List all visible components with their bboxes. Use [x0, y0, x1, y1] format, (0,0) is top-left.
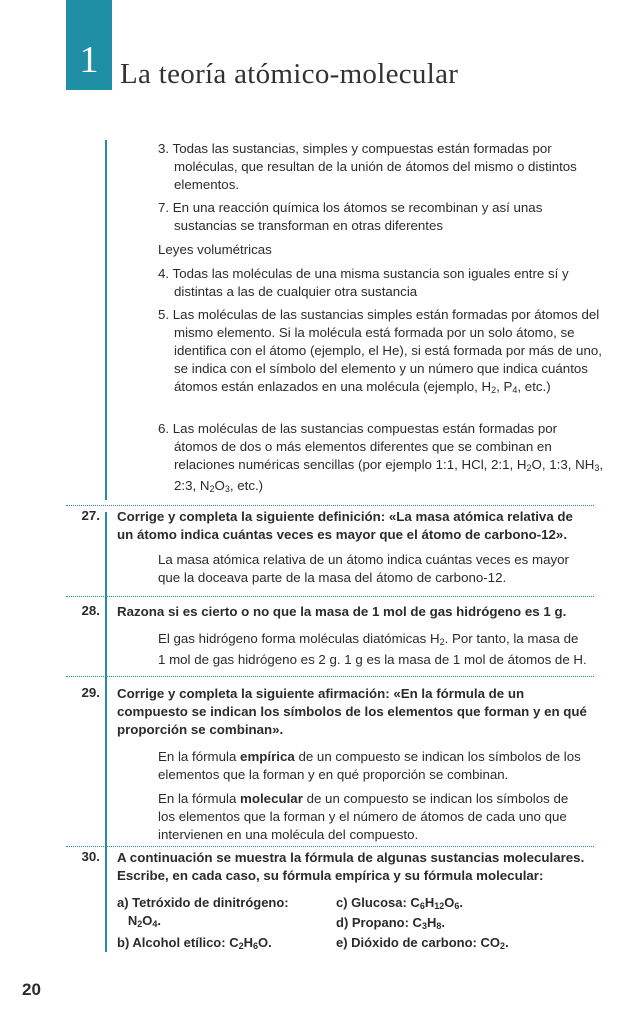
- option-c: c) Glucosa: $C_6H_{12}O_6$.: [336, 895, 463, 911]
- chapter-number-box: [66, 0, 112, 90]
- question-30-number: 30.: [81, 849, 100, 864]
- question-27-text: Corrige y completa la siguiente definición: «La masa atómica relativa de un átomo indica cuántas veces es mayor que el átomo de carbono-12».: [117, 509, 573, 542]
- chapter-number: 1: [79, 39, 99, 81]
- divider-28: [66, 596, 594, 597]
- questions-vertical-rule: [105, 512, 107, 952]
- option-a: a) Tetróxido de dinitrógeno: $N_2O_4$.: [117, 895, 289, 929]
- option-d: d) Propano: $C_3H_8$.: [336, 915, 445, 931]
- intro-item-6: 6. Las moléculas de las sustancias compuestas están formadas por átomos de dos o más elementos diferentes que se combinan en relaciones numéricas sencillas (por ejemplo 1:1, HCl, 2:1, $H_2O$, 1:3, $NH_3$, 2:3, $N_2O_3$, etc.): [158, 421, 604, 494]
- intro-item-5: 5. Las moléculas de las sustancias simples están formadas por átomos del mismo elemento. Si la molécula está formada por un solo átomo, se identifica con el átomo (ejemplo, el He), si está formada por más de uno, se indica con el símbolo del elemento y un número que indica cuántos átomos están enlazados en una molécula (ejemplo, $H_2$, $P_4$, etc.): [158, 307, 602, 395]
- divider-27: [66, 505, 594, 506]
- chapter-title: La teoría atómico-molecular: [120, 58, 459, 90]
- question-28-answer: El gas hidrógeno forma moléculas diatómicas $H_2$. Por tanto, la masa de 1 mol de gas hidrógeno es 2 g. 1 g es la masa de 1 mol de átomos de H.: [158, 631, 587, 667]
- question-27-number: 27.: [81, 508, 100, 523]
- question-29-answer-molecular: En la fórmula molecular de un compuesto se indican los símbolos de los elementos que la forman y el número de átomos de cada uno que intervienen en una molécula del compuesto.: [158, 791, 569, 842]
- section-vertical-rule: [105, 140, 107, 500]
- question-29-text: Corrige y completa la siguiente afirmación: «En la fórmula de un compuesto se indican los símbolos de los elementos que forman y en qué proporción se combinan».: [117, 686, 587, 737]
- divider-30: [66, 846, 594, 847]
- question-28-number: 28.: [81, 603, 100, 618]
- question-29-number: 29.: [81, 685, 100, 700]
- page-number: 20: [22, 980, 41, 999]
- volumetric-laws-heading: Leyes volumétricas: [158, 242, 272, 257]
- option-b: b) Alcohol etílico: $C_2H_6O$.: [117, 935, 272, 951]
- intro-item-4: 4. Todas las moléculas de una misma sustancia son iguales entre sí y distintas a las de cualquier otra sustancia: [158, 266, 569, 299]
- question-29-answer-empirical: En la fórmula empírica de un compuesto se indican los símbolos de los elementos que la forman y en qué proporción se combinan.: [158, 749, 581, 782]
- divider-29: [66, 676, 594, 677]
- intro-item-7: 7. En una reacción química los átomos se recombinan y así unas sustancias se transforman en otras diferentes: [158, 200, 543, 233]
- question-30-text: A continuación se muestra la fórmula de algunas sustancias moleculares. Escribe, en cada caso, su fórmula empírica y su fórmula molecular:: [117, 850, 585, 883]
- option-e: e) Dióxido de carbono: $CO_2$.: [336, 935, 509, 951]
- question-28-text: Razona si es cierto o no que la masa de 1 mol de gas hidrógeno es 1 g.: [117, 604, 567, 619]
- question-27-answer: La masa atómica relativa de un átomo indica cuántas veces es mayor que la doceava parte de la masa del átomo de carbono-12.: [158, 552, 569, 585]
- intro-item-3: 3. Todas las sustancias, simples y compuestas están formadas por moléculas, que resultan de la unión de átomos del mismo o distintos elementos.: [158, 141, 577, 192]
